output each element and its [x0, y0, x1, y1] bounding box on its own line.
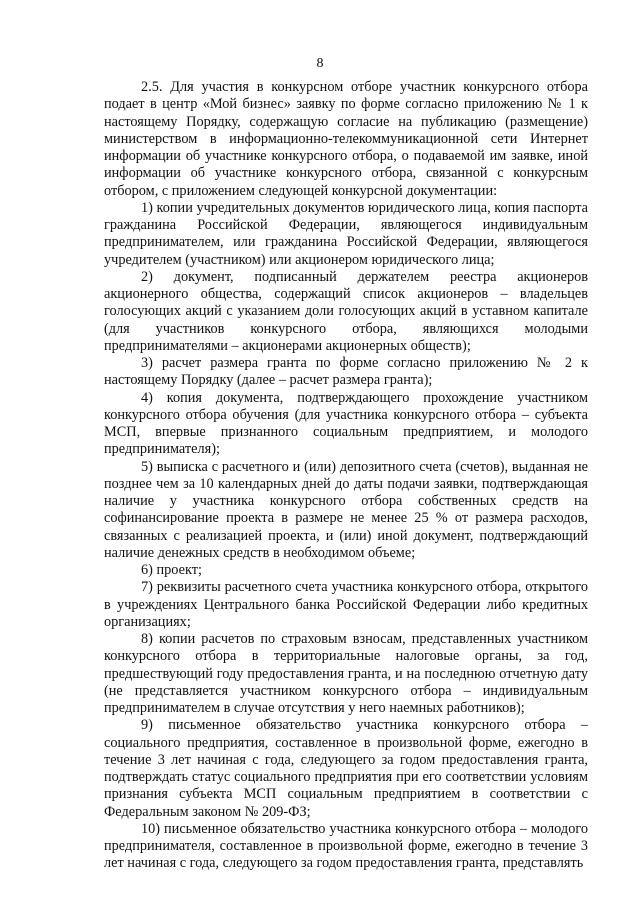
list-item-10: 10) письменное обязательство участника конкурсного отбора – молодого предпринимателя, составленное в произвольной форме, ежегодно в течение 3 лет начиная с года, следующего за годом предоставления гранта, представлять — [104, 820, 588, 872]
list-item-8: 8) копии расчетов по страховым взносам, представленных участником конкурсного отбора в территориальные налоговые органы, за год, предшествующий году предоставления гранта, и на последнюю отчетную дату (не представляется участником конкурсного отбора – индивидуальным предпринимателем в случае отсутствия у него наемных работников); — [104, 631, 588, 716]
list-item-6: 6) проект; — [141, 562, 202, 578]
list-item-5: 5) выписка с расчетного и (или) депозитного счета (счетов), выданная не позднее чем за 10 календарных дней до даты подачи заявки, подтверждающая наличие у участника конкурсного отбора собственных средств на софинансирование проекта в размере не менее 25 % от размера расходов, связанных с реализацией проекта, и (или) иной документ, подтверждающий наличие денежных средств в необходимом объеме; — [104, 458, 588, 561]
document-body — [104, 79, 588, 873]
list-item-4: 4) копия документа, подтверждающего прохождение участником конкурсного отбора обучения (для участника конкурсного отбора – субъекта МСП, впервые признанного социальным предприятием, и молодого предпринимателя); — [104, 389, 588, 458]
list-item-7: 7) реквизиты расчетного счета участника конкурсного отбора, открытого в учреждениях Центрального банка Российской Федерации либо кредитных организациях; — [104, 579, 588, 630]
list-item-9: 9) письменное обязательство участника конкурсного отбора – социального предприятия, составленное в произвольной форме, ежегодно в течение 3 лет начиная с года, следующего за годом предоставления гранта, подтверждать статус социального предприятия при его соответствии условиям признания субъекта МСП социальным предприятием в соответствии с Федеральным законом № 209-ФЗ; — [104, 717, 588, 820]
list-item-2: 2) документ, подписанный держателем реестра акционеров акционерного общества, содержащий список акционеров – владельцев голосующих акций с указанием доли голосующих акций в уставном капитале (для участников конкурсного отбора, являющихся молодыми предпринимателями – акционерами акционерных обществ); — [104, 268, 588, 354]
list-item-3: 3) расчет размера гранта по форме согласно приложению № 2 к настоящему Порядку (далее – расчет размера гранта); — [104, 355, 588, 389]
page-number: 8 — [316, 56, 324, 71]
paragraph-2-5: 2.5. Для участия в конкурсном отборе участник конкурсного отбора подает в центр «Мой бизнес» заявку по форме согласно приложению № 1 к настоящему Порядку, содержащую согласие на публикацию (размещение) министерством в информационно-телекоммуникационной сети Интернет информации об участнике конкурсного отбора, о подаваемой им заявке, иной информации об участнике конкурсного отбора, связанной с конкурсным отбором, с приложением следующей конкурсной документации: — [104, 79, 588, 199]
list-item-1: 1) копии учредительных документов юридического лица, копия паспорта гражданина Российской Федерации, являющегося индивидуальным предпринимателем, или гражданина Российской Федерации, являющегося учредителем (участником) или акционером юридического лица; — [104, 199, 588, 268]
